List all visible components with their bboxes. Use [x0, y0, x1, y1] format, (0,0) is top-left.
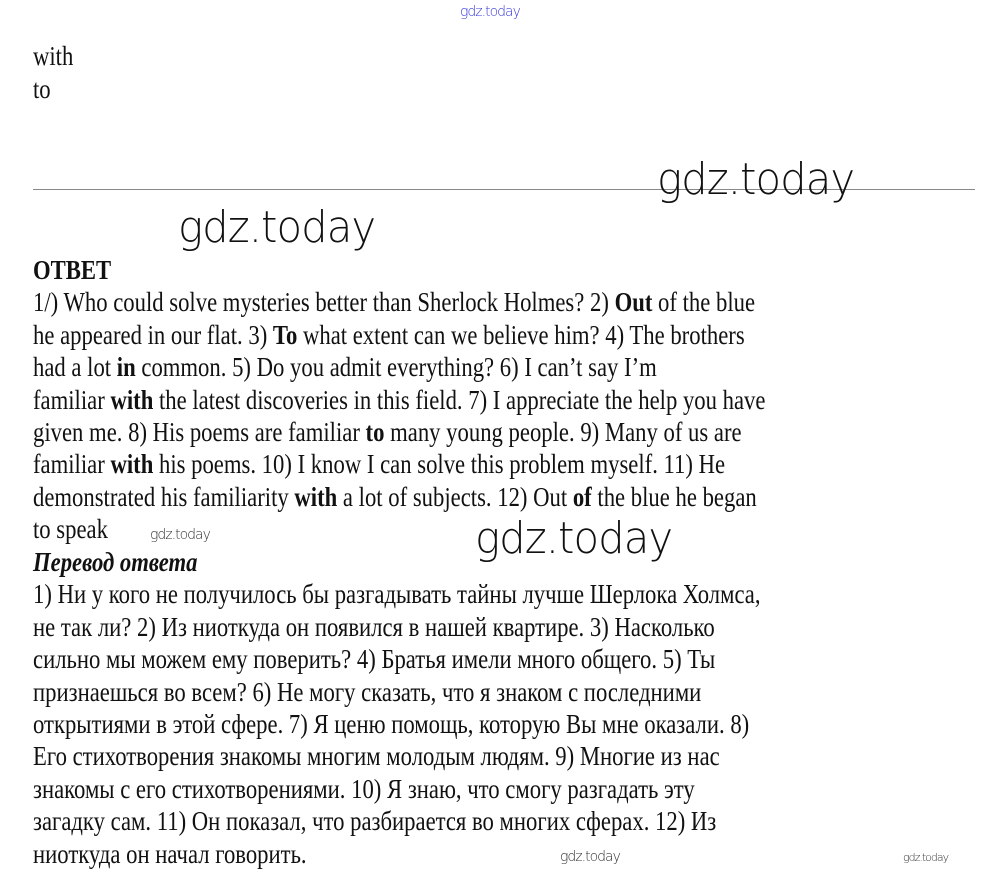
answer-segment: of the blue: [652, 287, 756, 318]
translation-line: сильно мы можем ему поверить? 4) Братья имели много общего. 5) Ты: [33, 644, 716, 675]
answer-segment: familiar: [33, 449, 111, 480]
translation-line: 1) Ни у кого не получилось бы разгадывать тайны лучше Шерлока Холмса,: [33, 579, 761, 610]
translation-line: загадку сам. 11) Он показал, что разбирается во многих сферах. 12) Из: [33, 806, 717, 837]
translation-line: не так ли? 2) Из ниоткуда он появился в нашей квартире. 3) Насколько: [33, 611, 715, 642]
answer-keyword: to: [365, 417, 385, 447]
answer-segment: he appeared in our flat. 3): [33, 319, 273, 350]
answer-keyword: with: [110, 384, 154, 415]
answer-segment: his poems. 10) I know I can solve this problem myself. 11) He: [153, 449, 726, 480]
answer-keyword: with: [110, 449, 154, 480]
watermark: gdz.today: [178, 202, 376, 253]
watermark: gdz.today: [475, 513, 673, 564]
translation-line: Его стихотворения знакомы многим молодым людям. 9) Многие из нас: [33, 741, 720, 772]
answer-segment: demonstrated his familiarity: [33, 481, 295, 512]
watermark: gdz.today: [903, 851, 949, 864]
answer-segment: many young people. 9) Many of us are: [384, 417, 742, 447]
answer-keyword: Out: [614, 287, 653, 318]
watermark: gdz.today: [657, 154, 855, 205]
translation-line: открытиями в этой сфере. 7) Я ценю помощь, которую Вы мне оказали. 8): [33, 709, 750, 739]
answer-segment: common. 5) Do you admit everything? 6) I can’t say I’m: [135, 352, 657, 383]
answer-line: [33, 384, 765, 416]
answer-keyword: with: [294, 481, 338, 512]
answer-segment: had a lot: [33, 352, 117, 383]
answer-segment: the latest discoveries in this field. 7) I appreciate the help you have: [153, 384, 766, 415]
answer-segment: given me. 8) His poems are familiar: [33, 417, 366, 447]
answer-line: [33, 286, 755, 318]
answer-line: [33, 416, 742, 448]
watermark: gdz.today: [560, 849, 620, 865]
answer-line: [33, 351, 657, 383]
answer-segment: familiar: [33, 384, 111, 415]
translation-line: признаешься во всем? 6) Не могу сказать, что я знаком с последними: [33, 676, 702, 707]
option-with: with: [33, 41, 74, 71]
answer-line: [33, 481, 757, 513]
answer-keyword: of: [572, 481, 592, 512]
answer-segment: 1/) Who could solve mysteries better than Sherlock Holmes? 2): [33, 287, 615, 318]
answer-keyword: in: [116, 352, 136, 383]
answer-line: [33, 448, 725, 480]
answer-heading: ОТВЕТ: [33, 255, 112, 285]
watermark-top: gdz.today: [460, 4, 520, 20]
translation-line: ниоткуда он начал говорить.: [33, 838, 307, 869]
answer-keyword: To: [272, 319, 298, 350]
watermark: gdz.today: [150, 527, 210, 543]
answer-line: [33, 319, 745, 351]
answer-segment: the blue he began: [591, 481, 757, 512]
translation-line: знакомы с его стихотворениями. 10) Я знаю, что смогу разгадать эту: [33, 773, 695, 804]
answer-segment: to speak: [33, 514, 108, 545]
translation-heading: Перевод ответа: [33, 547, 198, 577]
answer-line: [33, 513, 108, 545]
option-to: to: [33, 74, 51, 104]
answer-segment: what extent can we believe him? 4) The brothers: [297, 319, 745, 350]
answer-segment: a lot of subjects. 12) Out: [337, 481, 573, 512]
